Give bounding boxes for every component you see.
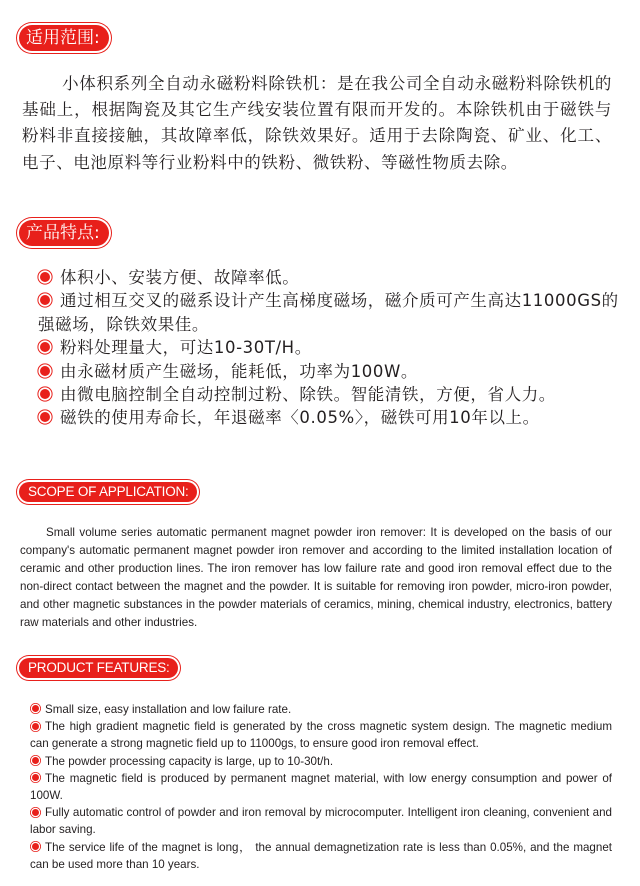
feature-item-en: Fully automatic control of powder and iron removal by microcomputer. Intelligent iron cleaning, convenient and labor saving. xyxy=(30,806,612,837)
feature-item-en: The high gradient magnetic field is generated by the cross magnetic system design. The magnetic medium can generate a strong magnetic field up to 11000gs, to ensure good iron removal effect. xyxy=(30,720,612,751)
feature-item-en: The service life of the magnet is long， the annual demagnetization rate is less than 0.05%, and the magnet can be used more than 10 years. xyxy=(30,840,612,871)
red-dot-bullet-icon xyxy=(32,705,39,712)
feature-item-cn: 粉料处理量大，可达10-30T/H。 xyxy=(22,336,622,359)
feature-item-cn: 体积小、安装方便、故障率低。 xyxy=(22,266,622,289)
scope-heading-cn: 适用范围: xyxy=(19,25,109,51)
features-heading-cn: 产品特点: xyxy=(19,220,109,246)
red-dot-bullet-icon xyxy=(40,272,50,282)
red-dot-bullet-icon xyxy=(40,342,50,352)
feature-item-cn: 通过相互交叉的磁系设计产生高梯度磁场，磁介质可产生高达11000GS的强磁场，除铁效果佳。 xyxy=(38,291,619,334)
scope-text-cn: 小体积系列全自动永磁粉料除铁机：是在我公司全自动永磁粉料除铁机的基础上，根据陶瓷及其它生产线安装位置有限而开发的。本除铁机由于磁铁与粉料非直接接触，其故障率低，除铁效果好。适用于去除陶瓷、矿业、化工、电子、电池原料等行业粉料中的铁粉、微铁粉、等磁性物质去除。 xyxy=(22,74,612,172)
red-dot-bullet-icon xyxy=(40,412,50,422)
scope-paragraph-en xyxy=(20,524,612,631)
red-dot-bullet-icon xyxy=(32,757,39,764)
features-list-en xyxy=(20,701,612,873)
red-dot-bullet-icon xyxy=(40,295,50,305)
feature-item-cn: 磁铁的使用寿命长，年退磁率〈0.05%〉，磁铁可用10年以上。 xyxy=(22,406,622,429)
red-dot-bullet-icon xyxy=(32,843,39,850)
red-dot-bullet-icon xyxy=(32,809,39,816)
features-heading-en: PRODUCT FEATURES: xyxy=(19,658,178,678)
feature-item-cn: 由微电脑控制全自动控制过粉、除铁。智能清铁，方便，省人力。 xyxy=(22,383,622,406)
feature-item-cn: 由永磁材质产生磁场，能耗低，功率为100W。 xyxy=(22,360,622,383)
scope-heading-en: SCOPE OF APPLICATION: xyxy=(19,482,197,502)
red-dot-bullet-icon xyxy=(32,723,39,730)
red-dot-bullet-icon xyxy=(32,774,39,781)
features-list-cn xyxy=(22,266,622,430)
scope-paragraph-cn xyxy=(22,71,612,176)
scope-text-en: Small volume series automatic permanent magnet powder iron remover: It is developed on the basis of our company's automatic permanent magnet powder iron remover and according to the limited installation location of ceramic and other production lines. The iron remover has low failure rate and good iron removal effect due to the non-direct contact between the magnet and the powder. It is suitable for removing iron powder, micro-iron powder, and other magnetic substances in the powder materials of ceramics, mining, chemical industry, electronics, battery raw materials and other industries. xyxy=(20,526,612,629)
feature-item-en: Small size, easy installation and low failure rate. xyxy=(20,701,612,718)
feature-item-en: The powder processing capacity is large, up to 10-30t/h. xyxy=(20,753,612,770)
red-dot-bullet-icon xyxy=(40,389,50,399)
feature-item-en: The magnetic field is produced by permanent magnet material, with low energy consumption and power of 100W. xyxy=(30,771,612,803)
red-dot-bullet-icon xyxy=(40,366,50,376)
